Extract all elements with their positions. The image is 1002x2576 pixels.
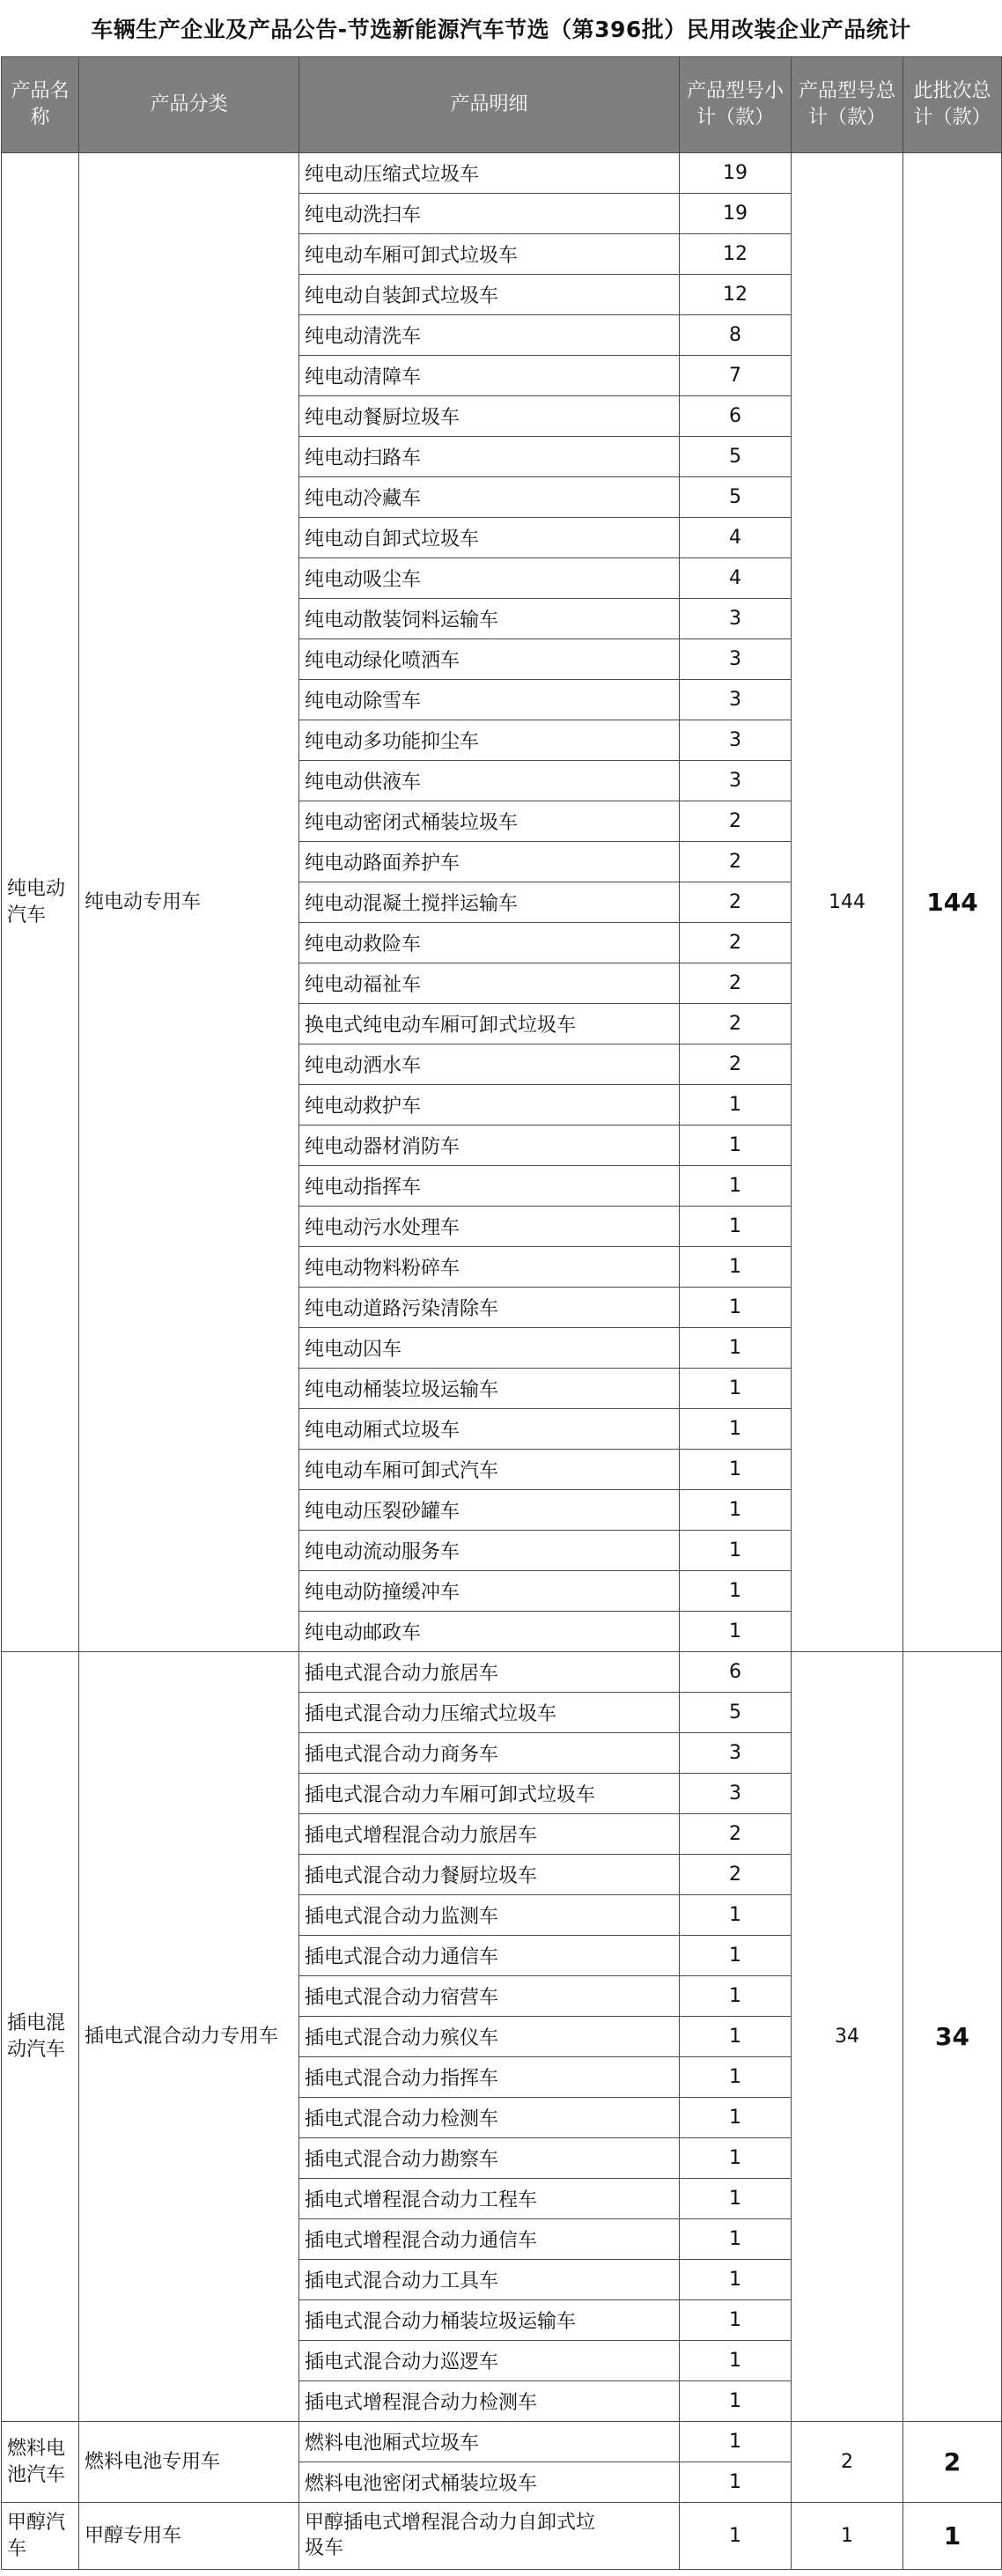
product-detail-cell: 纯电动餐厨垃圾车 <box>299 396 680 437</box>
model-subtotal-cell: 1 <box>680 1288 792 1328</box>
model-subtotal-cell: 3 <box>680 599 792 639</box>
model-subtotal-cell: 1 <box>680 2219 792 2260</box>
product-detail-cell: 插电式增程混合动力检测车 <box>299 2381 680 2422</box>
product-detail-cell: 插电式混合动力监测车 <box>299 1895 680 1936</box>
table-body <box>2 153 1002 2570</box>
product-detail-cell: 插电式增程混合动力旅居车 <box>299 1814 680 1855</box>
product-detail-cell: 纯电动供液车 <box>299 761 680 801</box>
product-name-cell: 燃料电池汽车 <box>2 2422 79 2503</box>
product-detail-cell: 纯电动囚车 <box>299 1328 680 1369</box>
product-detail-cell: 纯电动救险车 <box>299 923 680 963</box>
model-subtotal-cell: 1 <box>680 1126 792 1166</box>
model-total-cell: 34 <box>792 1652 903 2422</box>
model-subtotal-cell: 2 <box>680 882 792 923</box>
product-category-cell: 燃料电池专用车 <box>79 2422 299 2503</box>
model-subtotal-cell: 5 <box>680 477 792 518</box>
model-subtotal-cell: 2 <box>680 1044 792 1085</box>
model-subtotal-cell: 1 <box>680 2381 792 2422</box>
model-subtotal-cell: 1 <box>680 1936 792 1976</box>
model-subtotal-cell: 3 <box>680 1774 792 1814</box>
product-detail-cell: 纯电动清洗车 <box>299 315 680 356</box>
product-detail-cell: 甲醇插电式增程混合动力自卸式垃圾车 <box>299 2503 680 2570</box>
model-total-cell: 1 <box>792 2503 903 2570</box>
product-detail-cell: 燃料电池密闭式桶装垃圾车 <box>299 2462 680 2503</box>
product-detail-cell: 纯电动自装卸式垃圾车 <box>299 275 680 315</box>
product-detail-cell: 纯电动福祉车 <box>299 963 680 1004</box>
product-detail-cell: 插电式混合动力工具车 <box>299 2260 680 2300</box>
product-detail-cell: 纯电动洗扫车 <box>299 194 680 234</box>
model-subtotal-cell: 12 <box>680 275 792 315</box>
model-subtotal-cell: 1 <box>680 2017 792 2057</box>
model-subtotal-cell: 6 <box>680 1652 792 1693</box>
product-detail-cell: 插电式混合动力旅居车 <box>299 1652 680 1693</box>
product-detail-cell: 纯电动冷藏车 <box>299 477 680 518</box>
model-subtotal-cell: 3 <box>680 761 792 801</box>
model-subtotal-cell: 5 <box>680 1693 792 1733</box>
model-subtotal-cell: 4 <box>680 558 792 599</box>
product-detail-cell: 插电式混合动力餐厨垃圾车 <box>299 1855 680 1895</box>
product-detail-cell: 插电式混合动力宿营车 <box>299 1976 680 2017</box>
product-detail-cell: 插电式增程混合动力工程车 <box>299 2179 680 2219</box>
table-row <box>2 2422 1002 2462</box>
product-detail-cell: 纯电动洒水车 <box>299 1044 680 1085</box>
model-subtotal-cell: 8 <box>680 315 792 356</box>
product-detail-cell: 插电式混合动力检测车 <box>299 2098 680 2138</box>
model-subtotal-cell: 2 <box>680 1855 792 1895</box>
model-subtotal-cell: 1 <box>680 1571 792 1612</box>
product-detail-cell: 纯电动桶装垃圾运输车 <box>299 1369 680 1409</box>
product-detail-cell: 纯电动压缩式垃圾车 <box>299 153 680 194</box>
model-subtotal-cell: 2 <box>680 1814 792 1855</box>
model-subtotal-cell: 4 <box>680 518 792 558</box>
product-detail-cell: 纯电动吸尘车 <box>299 558 680 599</box>
model-subtotal-cell: 3 <box>680 639 792 680</box>
product-detail-cell: 纯电动自卸式垃圾车 <box>299 518 680 558</box>
product-detail-cell: 换电式纯电动车厢可卸式垃圾车 <box>299 1004 680 1044</box>
product-category-cell: 甲醇专用车 <box>79 2503 299 2570</box>
product-category-cell: 插电式混合动力专用车 <box>79 1652 299 2422</box>
model-subtotal-cell: 5 <box>680 437 792 477</box>
header-row <box>2 57 1002 153</box>
product-detail-cell: 插电式混合动力勘察车 <box>299 2138 680 2179</box>
statistics-table <box>1 56 1002 2570</box>
model-subtotal-cell: 1 <box>680 2138 792 2179</box>
product-detail-cell: 纯电动多功能抑尘车 <box>299 720 680 761</box>
model-subtotal-cell: 3 <box>680 1733 792 1774</box>
model-subtotal-cell: 1 <box>680 2341 792 2381</box>
product-detail-cell: 插电式混合动力指挥车 <box>299 2057 680 2098</box>
product-detail-cell: 纯电动混凝土搅拌运输车 <box>299 882 680 923</box>
table-row <box>2 1652 1002 1693</box>
product-category-cell: 纯电动专用车 <box>79 153 299 1652</box>
model-subtotal-cell: 1 <box>680 1895 792 1936</box>
product-detail-cell: 纯电动流动服务车 <box>299 1531 680 1571</box>
product-detail-cell: 插电式混合动力殡仪车 <box>299 2017 680 2057</box>
product-detail-cell: 纯电动绿化喷洒车 <box>299 639 680 680</box>
model-subtotal-cell: 1 <box>680 1490 792 1531</box>
product-detail-cell: 纯电动路面养护车 <box>299 842 680 882</box>
model-subtotal-cell: 2 <box>680 963 792 1004</box>
batch-total-cell: 2 <box>903 2422 1002 2503</box>
model-subtotal-cell: 1 <box>680 2503 792 2570</box>
product-detail-cell: 纯电动邮政车 <box>299 1612 680 1652</box>
product-detail-cell: 插电式混合动力商务车 <box>299 1733 680 1774</box>
model-subtotal-cell: 1 <box>680 1369 792 1409</box>
product-detail-cell: 纯电动散装饲料运输车 <box>299 599 680 639</box>
product-detail-cell: 纯电动道路污染清除车 <box>299 1288 680 1328</box>
product-detail-cell: 纯电动扫路车 <box>299 437 680 477</box>
product-detail-cell: 纯电动救护车 <box>299 1085 680 1126</box>
model-subtotal-cell: 6 <box>680 396 792 437</box>
batch-total-cell: 34 <box>903 1652 1002 2422</box>
model-subtotal-cell: 19 <box>680 153 792 194</box>
product-detail-cell: 纯电动密闭式桶装垃圾车 <box>299 801 680 842</box>
header-model-total: 产品型号总计（款） <box>792 57 903 153</box>
header-product-category: 产品分类 <box>79 57 299 153</box>
model-subtotal-cell: 1 <box>680 1531 792 1571</box>
product-name-cell: 甲醇汽车 <box>2 2503 79 2570</box>
product-name-cell: 插电混动汽车 <box>2 1652 79 2422</box>
product-detail-cell: 插电式混合动力桶装垃圾运输车 <box>299 2300 680 2341</box>
model-subtotal-cell: 2 <box>680 801 792 842</box>
product-detail-cell: 纯电动厢式垃圾车 <box>299 1409 680 1450</box>
product-detail-cell: 插电式混合动力巡逻车 <box>299 2341 680 2381</box>
product-detail-cell: 插电式混合动力车厢可卸式垃圾车 <box>299 1774 680 1814</box>
model-subtotal-cell: 1 <box>680 1328 792 1369</box>
model-subtotal-cell: 1 <box>680 1612 792 1652</box>
product-name-cell: 纯电动汽车 <box>2 153 79 1652</box>
header-model-subtotal: 产品型号小计（款） <box>680 57 792 153</box>
product-detail-cell: 纯电动清障车 <box>299 356 680 396</box>
product-detail-cell: 纯电动除雪车 <box>299 680 680 720</box>
model-subtotal-cell: 3 <box>680 680 792 720</box>
model-subtotal-cell: 1 <box>680 2260 792 2300</box>
table-row <box>2 153 1002 194</box>
product-detail-cell: 纯电动车厢可卸式汽车 <box>299 1450 680 1490</box>
model-subtotal-cell: 2 <box>680 923 792 963</box>
model-total-cell: 2 <box>792 2422 903 2503</box>
product-detail-cell: 纯电动污水处理车 <box>299 1207 680 1247</box>
product-detail-cell: 纯电动防撞缓冲车 <box>299 1571 680 1612</box>
product-detail-cell: 纯电动压裂砂罐车 <box>299 1490 680 1531</box>
model-subtotal-cell: 1 <box>680 1450 792 1490</box>
model-subtotal-cell: 7 <box>680 356 792 396</box>
header-batch-total: 此批次总计（款） <box>903 57 1002 153</box>
product-detail-cell: 纯电动指挥车 <box>299 1166 680 1207</box>
product-detail-cell: 插电式增程混合动力通信车 <box>299 2219 680 2260</box>
header-product-detail: 产品明细 <box>299 57 680 153</box>
model-subtotal-cell: 1 <box>680 1207 792 1247</box>
model-subtotal-cell: 1 <box>680 1247 792 1288</box>
model-subtotal-cell: 2 <box>680 1004 792 1044</box>
model-subtotal-cell: 2 <box>680 842 792 882</box>
batch-total-cell: 144 <box>903 153 1002 1652</box>
model-subtotal-cell: 1 <box>680 1409 792 1450</box>
product-detail-cell: 纯电动物料粉碎车 <box>299 1247 680 1288</box>
product-detail-cell: 插电式混合动力通信车 <box>299 1936 680 1976</box>
model-subtotal-cell: 3 <box>680 720 792 761</box>
model-subtotal-cell: 1 <box>680 2057 792 2098</box>
model-subtotal-cell: 1 <box>680 2422 792 2462</box>
model-subtotal-cell: 1 <box>680 1976 792 2017</box>
model-subtotal-cell: 1 <box>680 2462 792 2503</box>
page-title: 车辆生产企业及产品公告-节选新能源汽车节选（第396批）民用改装企业产品统计 <box>91 17 911 42</box>
model-subtotal-cell: 1 <box>680 1166 792 1207</box>
product-detail-cell: 插电式混合动力压缩式垃圾车 <box>299 1693 680 1733</box>
model-subtotal-cell: 1 <box>680 2179 792 2219</box>
product-detail-cell: 纯电动器材消防车 <box>299 1126 680 1166</box>
product-detail-cell: 纯电动车厢可卸式垃圾车 <box>299 234 680 275</box>
model-subtotal-cell: 1 <box>680 2098 792 2138</box>
product-detail-cell: 燃料电池厢式垃圾车 <box>299 2422 680 2462</box>
model-subtotal-cell: 12 <box>680 234 792 275</box>
batch-total-cell: 1 <box>903 2503 1002 2570</box>
model-total-cell: 144 <box>792 153 903 1652</box>
model-subtotal-cell: 1 <box>680 2300 792 2341</box>
header-product-name: 产品名称 <box>2 57 79 153</box>
model-subtotal-cell: 1 <box>680 1085 792 1126</box>
model-subtotal-cell: 19 <box>680 194 792 234</box>
table-row <box>2 2503 1002 2570</box>
